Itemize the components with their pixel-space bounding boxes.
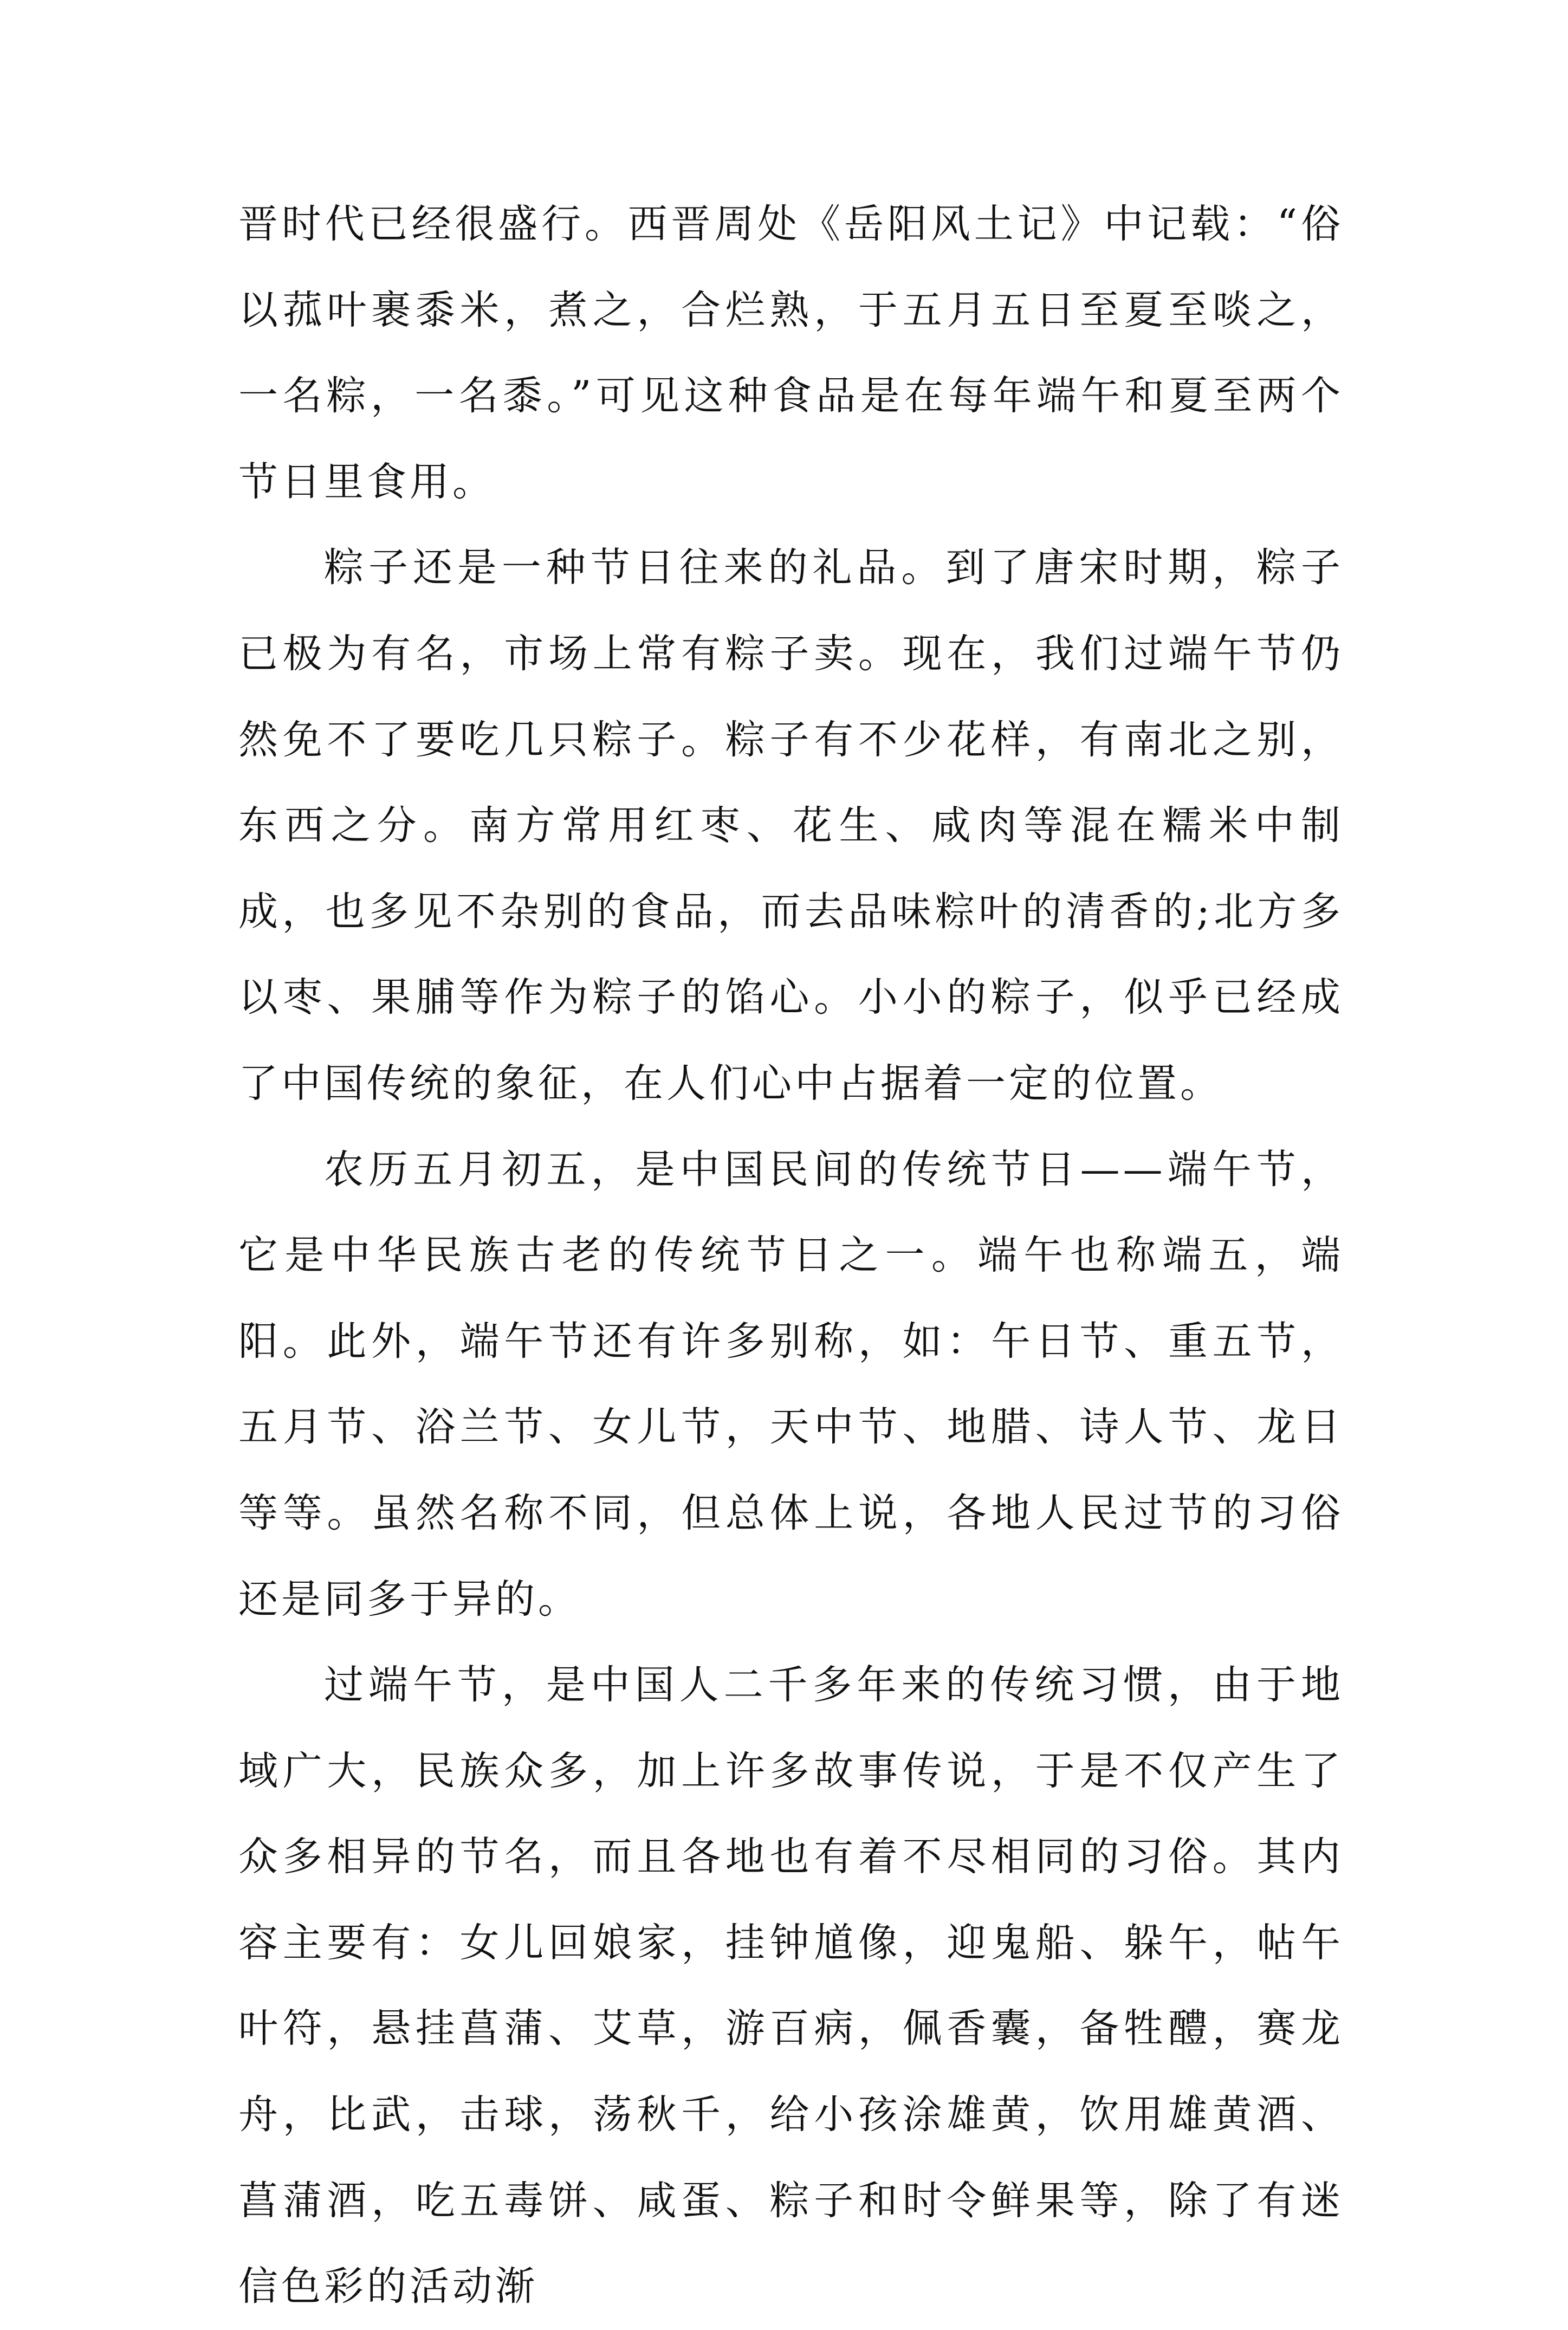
paragraph-4: 过端午节，是中国人二千多年来的传统习惯，由于地域广大，民族众多，加上许多故事传说，于是不仅产生了众多相异的节名，而且各地也有着不尽相同的习俗。其内容主要有：女儿回娘家，挂钟馗像，迎鬼船、躲午，帖午叶符，悬挂菖蒲、艾草，游百病，佩香囊，备牲醴，赛龙舟，比武，击球，荡秋千，给小孩涂雄黄，饮用雄黄酒、菖蒲酒，吃五毒饼、咸蛋、粽子和时令鲜果等，除了有迷信色彩的活动渐: [238, 1662, 1344, 2310]
body-text: [238, 182, 1344, 2330]
paragraph-2: 粽子还是一种节日往来的礼品。到了唐宋时期，粽子已极为有名，市场上常有粽子卖。现在，我们过端午节仍然免不了要吃几只粽子。粽子有不少花样，有南北之别，东西之分。南方常用红枣、花生、咸肉等混在糯米中制成，也多见不杂别的食品，而去品味粽叶的清香的;北方多以枣、果脯等作为粽子的馅心。小小的粽子，似乎已经成了中国传统的象征，在人们心中占据着一定的位置。: [238, 545, 1344, 1106]
paragraph-1: 晋时代已经很盛行。西晋周处《岳阳风土记》中记载：“俗以菰叶裹黍米，煮之，合烂熟，于五月五日至夏至啖之，一名粽，一名黍。”可见这种食品是在每年端午和夏至两个节日里食用。: [238, 201, 1344, 505]
paragraph-3: 农历五月初五，是中国民间的传统节日——端午节，它是中华民族古老的传统节日之一。端午也称端五，端阳。此外，端午节还有许多别称，如：午日节、重五节，五月节、浴兰节、女儿节，天中节、地腊、诗人节、龙日等等。虽然名称不同，但总体上说，各地人民过节的习俗还是同多于异的。: [238, 1146, 1344, 1622]
